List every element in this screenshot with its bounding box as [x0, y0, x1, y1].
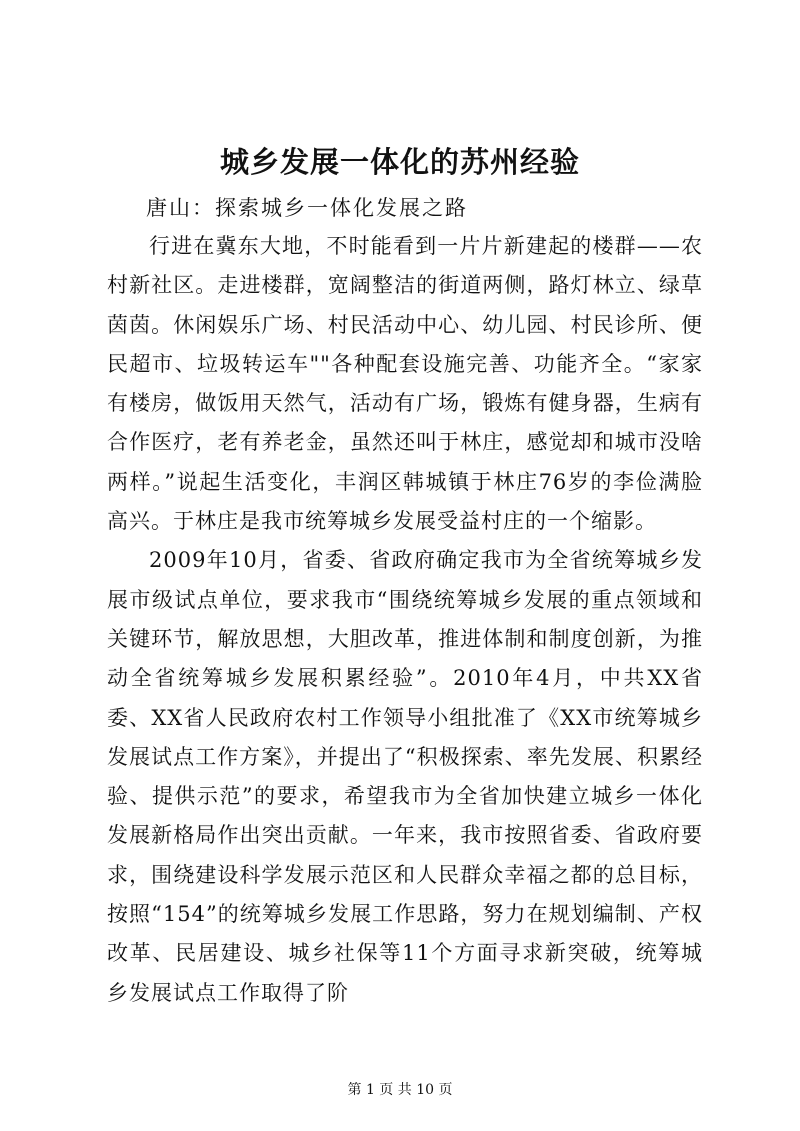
- document-subtitle: 唐山：探索城乡一体化发展之路: [146, 196, 468, 220]
- document-title: 城乡发展一体化的苏州经验: [219, 145, 580, 179]
- paragraph: 2009年10月，省委、省政府确定我市为全省统筹城乡发展市级试点单位，要求我市“围绕统筹城乡发展的重点领域和关键环节，解放思想，大胆改革，推进体制和制度创新，为推动全省统筹城乡发展积累经验”。2010年4月，中共XX省委、XX省人民政府农村工作领导小组批准了《XX市统筹城乡发展试点工作方案》，并提出了“积极探索、率先发展、积累经验、提供示范”的要求，希望我市为全省加快建立城乡一体化发展新格局作出突出贡献。一年来，我市按照省委、省政府要求，围绕建设科学发展示范区和人民群众幸福之都的总目标，按照“154”的统筹城乡发展工作思路，努力在规划编制、产权改革、民居建设、城乡社保等11个方面寻求新突破，统筹城乡发展试点工作取得了阶: [107, 548, 703, 1005]
- document-body: [107, 227, 703, 1013]
- paragraph: 行进在冀东大地，不时能看到一片片新建起的楼群——农村新社区。走进楼群，宽阔整洁的街道两侧，路灯林立、绿草茵茵。休闲娱乐广场、村民活动中心、幼儿园、村民诊所、便民超市、垃圾转运车""各种配套设施完善、功能齐全。“家家有楼房，做饭用天然气，活动有广场，锻炼有健身器，生病有合作医疗，老有养老金，虽然还叫于林庄，感觉却和城市没啥两样。”说起生活变化，丰润区韩城镇于林庄76岁的李俭满脸高兴。于林庄是我市统筹城乡发展受益村庄的一个缩影。: [107, 234, 703, 534]
- page-number-footer: 第 1 页 共 10 页: [347, 1082, 453, 1098]
